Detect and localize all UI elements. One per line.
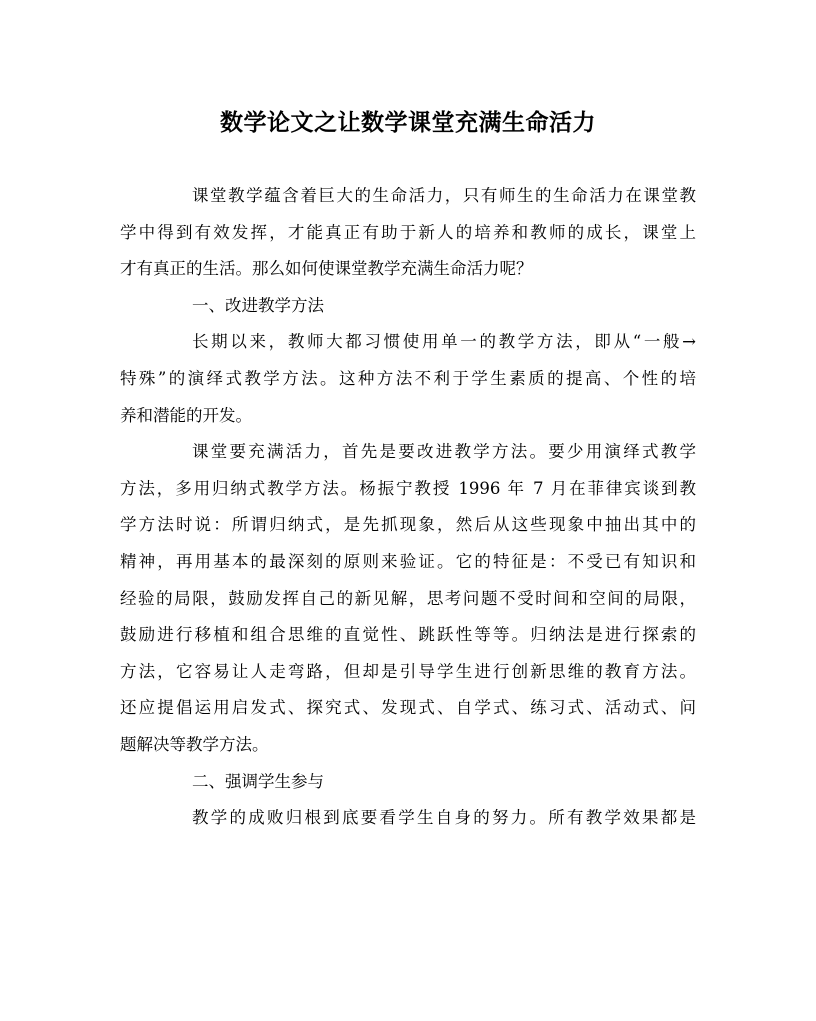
- section-heading: 二、强调学生参与: [192, 771, 324, 791]
- paragraph-line: 鼓励进行移植和组合思维的直觉性、跳跃性等等。归纳法是进行探索的: [120, 625, 696, 645]
- paragraph-line: 教学的成败归根到底要看学生自身的努力。所有教学效果都是: [192, 808, 696, 828]
- paragraph-line: 特殊”的演绎式教学方法。这种方法不利于学生素质的提高、个性的培: [120, 368, 696, 388]
- paragraph-line: 学中得到有效发挥，才能真正有助于新人的培养和教师的成长，课堂上: [120, 222, 696, 242]
- document-body: [120, 178, 696, 837]
- paragraph-line: 才有真正的生活。那么如何使课堂教学充满生命活力呢？: [120, 259, 533, 279]
- paragraph-line: 还应提倡运用启发式、探究式、发现式、自学式、练习式、活动式、问: [120, 698, 696, 718]
- paragraph-line: 精神，再用基本的最深刻的原则来验证。它的特征是：不受已有知识和: [120, 551, 696, 571]
- paragraph-line: 方法，多用归纳式教学方法。杨振宁教授 1996 年 7 月在菲律宾谈到教: [120, 478, 696, 498]
- paragraph-line: 学方法时说：所谓归纳式，是先抓现象，然后从这些现象中抽出其中的: [120, 515, 696, 535]
- paragraph-line: 方法，它容易让人走弯路，但却是引导学生进行创新思维的教育方法。: [120, 661, 696, 681]
- paragraph-line: 课堂要充满活力，首先是要改进教学方法。要少用演绎式教学: [192, 442, 696, 462]
- section-heading: 一、改进教学方法: [192, 295, 324, 315]
- paragraph-line: 养和潜能的开发。: [120, 405, 252, 425]
- document-title: 数学论文之让数学课堂充满生命活力: [220, 109, 596, 136]
- paragraph-line: 经验的局限，鼓励发挥自己的新见解，思考问题不受时间和空间的局限，: [120, 588, 696, 608]
- paragraph-line: 课堂教学蕴含着巨大的生命活力，只有师生的生命活力在课堂教: [192, 186, 696, 205]
- paragraph-line: 长期以来，教师大都习惯使用单一的教学方法，即从“一般→: [192, 332, 696, 352]
- paragraph-line: 题解决等教学方法。: [120, 734, 269, 754]
